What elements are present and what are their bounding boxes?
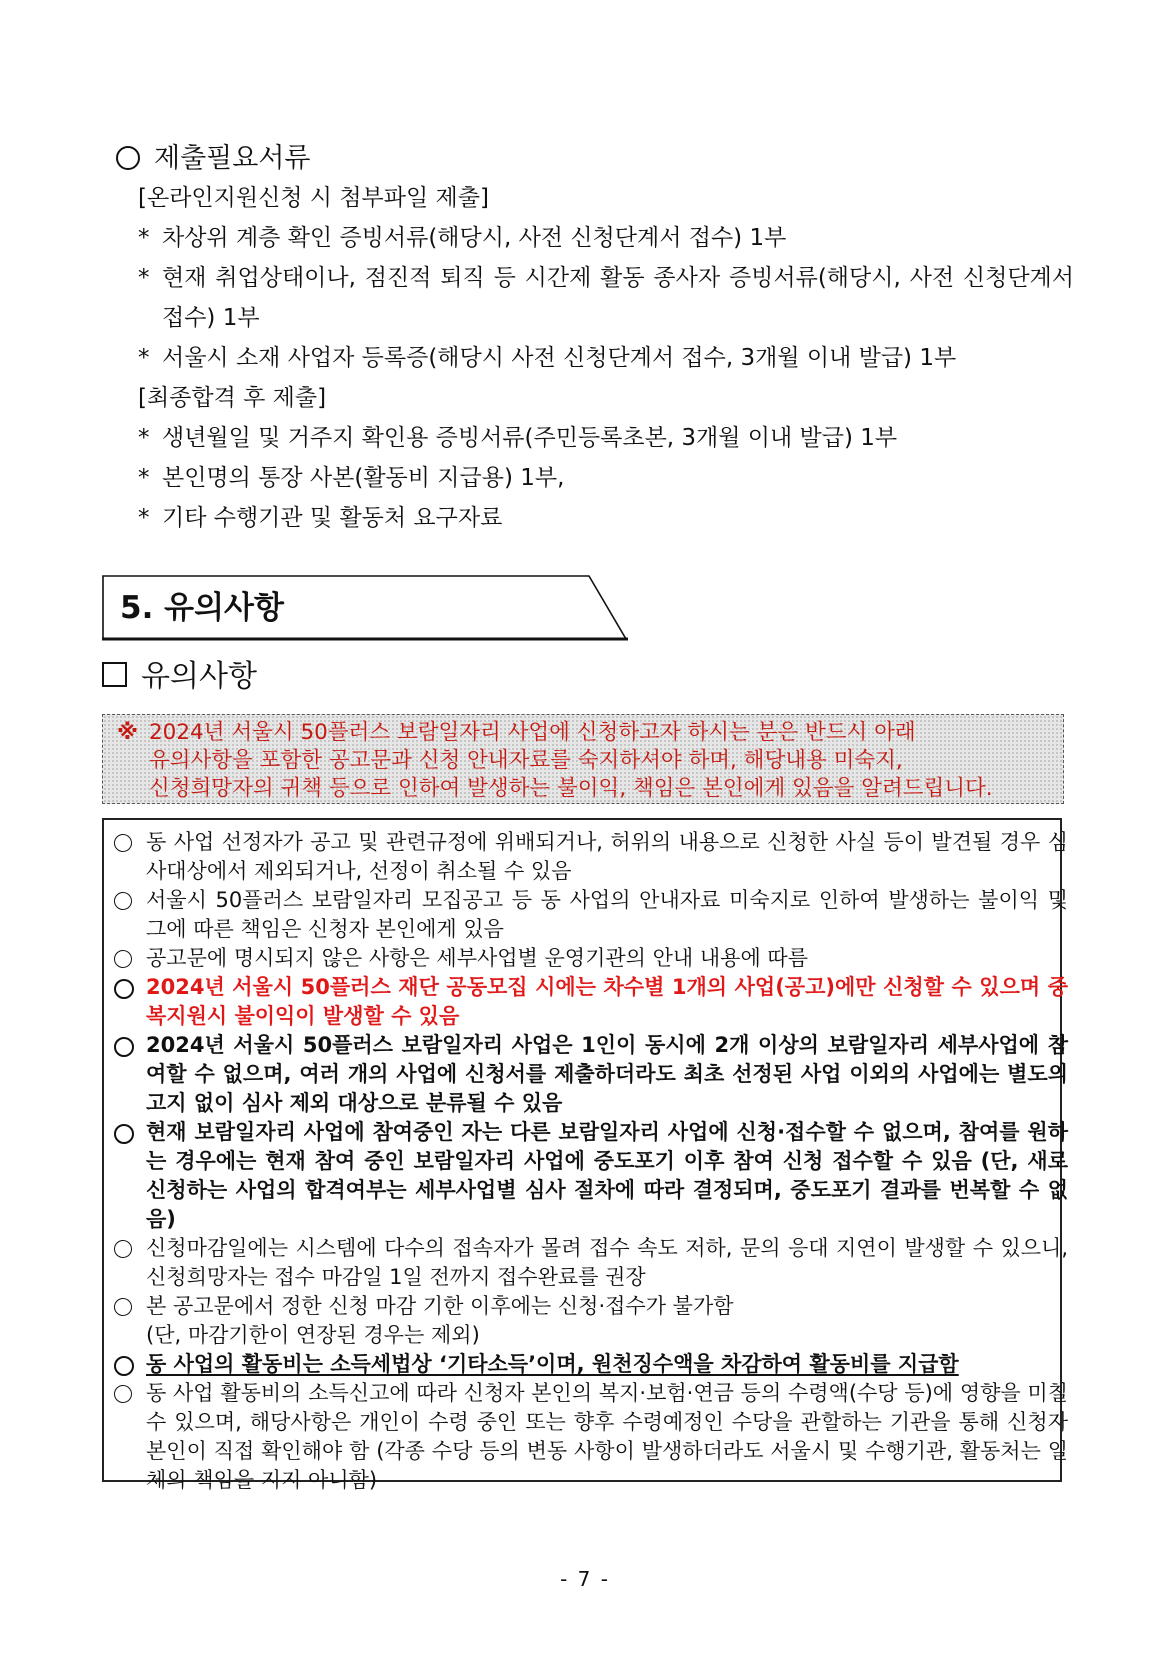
square-bullet-icon [102,662,127,687]
rule-note: (단, 마감기한이 연장된 경우는 제외) [146,1323,480,1347]
circle-bullet-icon [114,1356,134,1376]
rule-item: 신청마감일에는 시스템에 다수의 접속자가 몰려 접수 속도 저하, 문의 응대 지연이 발생할 수 있으니, 신청희망자는 접수 마감일 1일 전까지 접수완료를 권장 [114,1234,1068,1292]
page-number: - 7 - [560,1567,610,1591]
rule-item: 공고문에 명시되지 않은 사항은 세부사업별 운영기관의 안내 내용에 따름 [114,944,1068,973]
rule-item: 2024년 서울시 50플러스 보람일자리 사업은 1인이 동시에 2개 이상의 보람일자리 세부사업에 참여할 수 없으며, 여러 개의 사업에 신청서를 제출하더라도 최초 선정된 사업 이외의 사업에는 별도의 고지 없이 심사 제외 대상으로 분류될 수 있음 [114,1031,1068,1118]
required-documents-heading [114,140,1074,178]
final-submission-label: [최종합격 후 제출] [138,385,327,411]
rule-item: 본 공고문에서 정한 신청 마감 기한 이후에는 신청·접수가 불가함 (단, 마감기한이 연장된 경우는 제외) [114,1292,1068,1350]
asterisk-bullet-icon: * [138,505,150,531]
circle-bullet-icon [114,834,132,852]
asterisk-bullet-icon: * [138,265,150,291]
circle-bullet-icon [114,1298,132,1316]
asterisk-bullet-icon: * [138,425,150,451]
section-title: 5. 유의사항 [120,590,284,626]
rule-item: 동 사업의 활동비는 소득세법상 ‘기타소득’이며, 원천징수액을 차감하여 활동비를 지급함 [114,1350,1068,1379]
rule-item: 동 사업 활동비의 소득신고에 따라 신청자 본인의 복지·보험·연금 등의 수령액(수당 등)에 영향을 미칠 수 있으며, 해당사항은 개인이 수령 중인 또는 향후 수령예정인 수당을 관할하는 기관을 통해 신청자 본인이 직접 확인해야 함 (각종 수당 등의 변동 사항이 발생하더라도 서울시 및 수행기관, 활동처는 일체의 책임을 지지 아니함) [114,1379,1068,1495]
required-documents-section [114,140,1074,538]
asterisk-bullet-icon: * [138,225,150,251]
rules-box [102,818,1068,1492]
circle-bullet-icon [114,950,132,968]
notice-box [102,714,1064,804]
circle-bullet-icon [114,1124,134,1144]
asterisk-bullet-icon: * [138,345,150,371]
circle-bullet-icon [114,1037,134,1057]
rule-item: 2024년 서울시 50플러스 재단 공동모집 시에는 차수별 1개의 사업(공고)에만 신청할 수 있으며 중복지원시 불이익이 발생할 수 있음 [114,973,1068,1031]
subheading [102,656,257,698]
online-submission-label: [온라인지원신청 시 첨부파일 제출] [138,185,489,211]
list-item: * 본인명의 통장 사본(활동비 지급용) 1부, [114,458,1074,498]
subheading-text: 유의사항 [141,659,257,694]
section-banner [102,575,628,641]
rules-list [104,828,1068,1495]
circle-bullet-icon [114,892,132,910]
heading-text: 제출필요서류 [154,143,311,174]
list-item: * 서울시 소재 사업자 등록증(해당시 사전 신청단계서 접수, 3개월 이내 발급) 1부 [114,338,1074,378]
circle-bullet-icon [114,1240,132,1258]
circle-bullet-icon [114,979,134,999]
list-item: * 기타 수행기관 및 활동처 요구자료 [114,498,1074,538]
rule-item: 현재 보람일자리 사업에 참여중인 자는 다른 보람일자리 사업에 신청·접수할 수 없으며, 참여를 원하는 경우에는 현재 참여 중인 보람일자리 사업에 중도포기 이후 참여 신청 접수할 수 있음 (단, 새로 신청하는 사업의 합격여부는 세부사업별 심사 절차에 따라 결정되며, 중도포기 결과를 번복할 수 없음) [114,1118,1068,1234]
circle-bullet-icon [116,146,140,170]
list-item: * 생년월일 및 거주지 확인용 증빙서류(주민등록초본, 3개월 이내 발급) 1부 [114,418,1074,458]
asterisk-bullet-icon: * [138,465,150,491]
list-item: * 현재 취업상태이나, 점진적 퇴직 등 시간제 활동 종사자 증빙서류(해당시, 사전 신청단계서 접수) 1부 [114,258,1074,338]
rule-item: 동 사업 선정자가 공고 및 관련규정에 위배되거나, 허위의 내용으로 신청한 사실 등이 발견될 경우 심사대상에서 제외되거나, 선정이 취소될 수 있음 [114,828,1068,886]
notice-text: ※ 2024년 서울시 50플러스 보람일자리 사업에 신청하고자 하시는 분은 반드시 아래 유의사항을 포함한 공고문과 신청 안내자료를 숙지하셔야 하며, 해당내용 미숙지, 신청희망자의 귀책 등으로 인하여 발생하는 불이익, 책임은 본인에게 있음을 알려드립니다. [117,720,993,801]
rule-item: 서울시 50플러스 보람일자리 모집공고 등 동 사업의 안내자료 미숙지로 인하여 발생하는 불이익 및 그에 따른 책임은 신청자 본인에게 있음 [114,886,1068,944]
circle-bullet-icon [114,1385,132,1403]
reference-mark-icon: ※ [117,720,138,745]
list-item: * 차상위 계층 확인 증빙서류(해당시, 사전 신청단계서 접수) 1부 [114,218,1074,258]
